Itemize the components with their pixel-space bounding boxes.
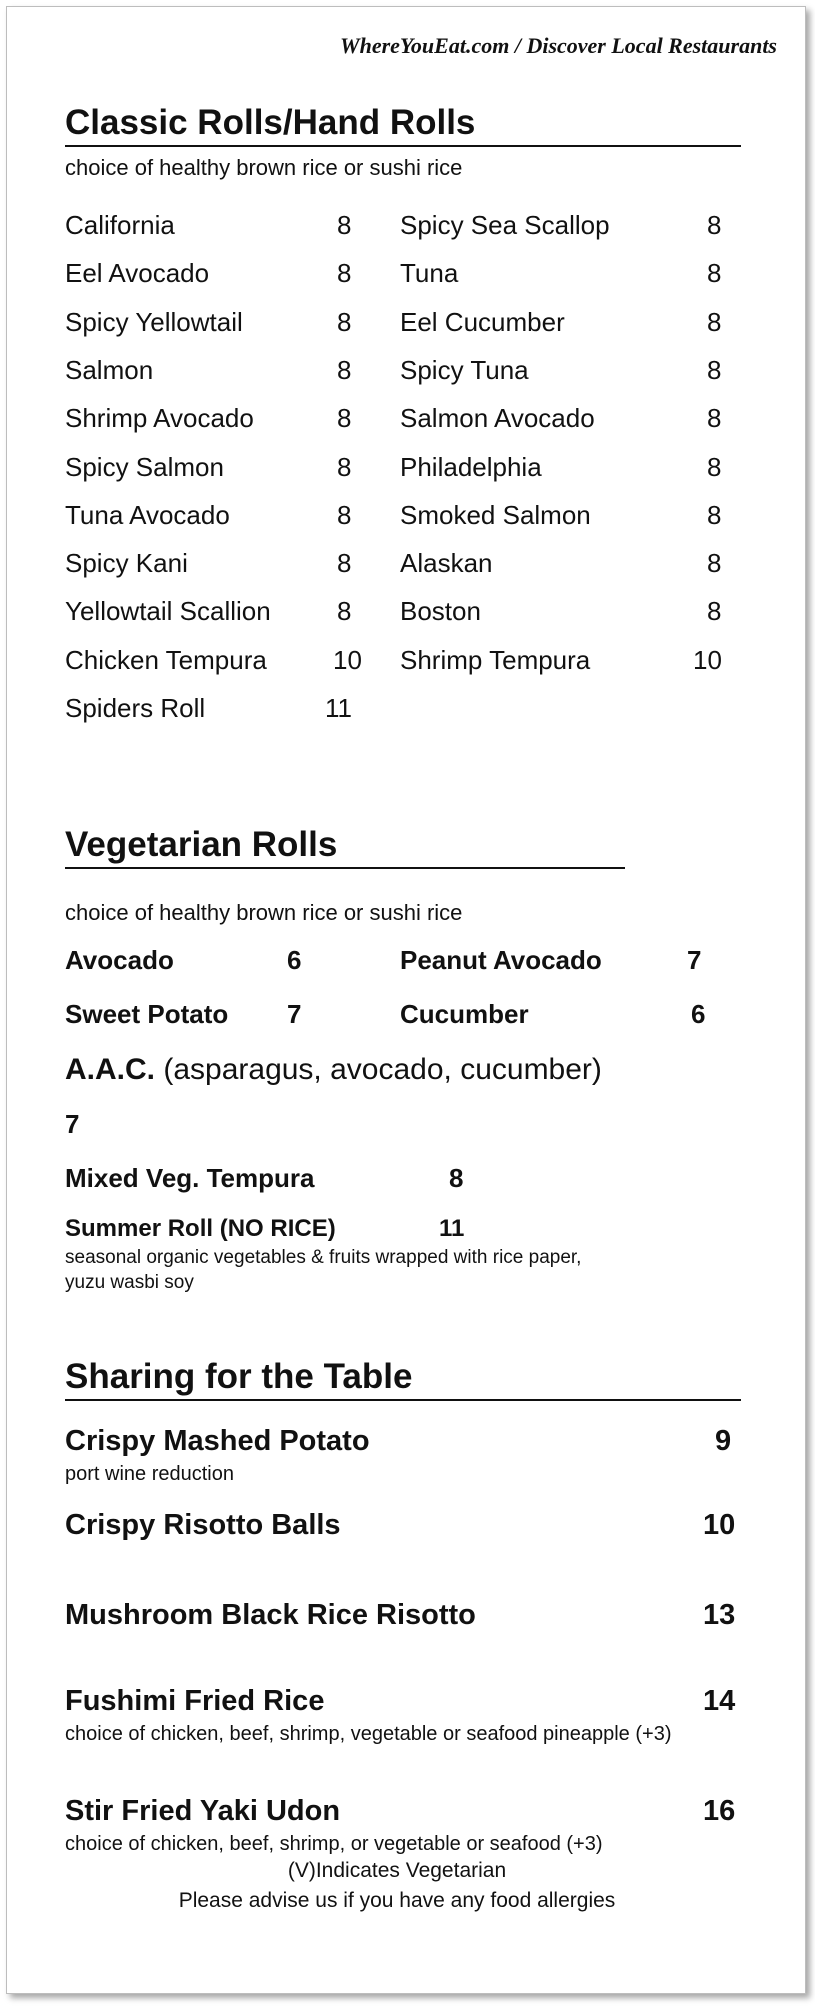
- classic-item-price: 8: [337, 210, 352, 240]
- classic-item-name: Eel Avocado: [65, 258, 210, 289]
- allergy-note: Please advise us if you have any food allergies: [178, 1889, 616, 1912]
- classic-item-price: 8: [337, 596, 352, 627]
- sharing-item-price: 9: [715, 1425, 732, 1457]
- menu-page: [6, 6, 806, 1994]
- veg-item-cucumber: Cucumber: [400, 999, 529, 1029]
- classic-item-name: California: [65, 210, 175, 240]
- veg-item-aac: [65, 1053, 602, 1087]
- classic-item-price: 8: [707, 258, 722, 289]
- classic-item-price: 11: [325, 693, 352, 723]
- classic-item-name: Smoked Salmon: [400, 499, 591, 530]
- vegetarian-note: (V)Indicates Vegetarian: [287, 1859, 507, 1882]
- classic-item-price: 10: [333, 644, 362, 675]
- sharing-item-description: choice of chicken, beef, shrimp, vegetable or seafood pineapple (+3): [65, 1723, 672, 1745]
- classic-item-price: 8: [707, 210, 722, 240]
- classic-item-name: Spiders Roll: [65, 693, 206, 723]
- veg-aac-name: A.A.C.: [65, 1053, 155, 1086]
- vegetarian-rolls-subtitle: choice of healthy brown rice or sushi rice: [65, 900, 463, 925]
- classic-item-name: Yellowtail Scallion: [65, 596, 271, 627]
- classic-item-price: 8: [337, 548, 352, 579]
- classic-item-name: Spicy Tuna: [400, 354, 529, 385]
- sharing-item-name: Fushimi Fried Rice: [65, 1685, 325, 1717]
- classic-rolls-title: Classic Rolls/Hand Rolls: [65, 103, 741, 147]
- veg-summer-roll-description: [65, 1245, 581, 1295]
- classic-item-name: Spicy Salmon: [65, 451, 224, 482]
- site-header: WhereYouEat.com / Discover Local Restaurants: [340, 33, 777, 58]
- classic-item-name: Salmon Avocado: [400, 403, 595, 434]
- veg-price-summer-roll: 11: [439, 1215, 465, 1242]
- classic-item-price: 8: [337, 258, 352, 289]
- sharing-item-price: 13: [703, 1599, 736, 1631]
- classic-item-price: 8: [337, 499, 352, 530]
- classic-item-name: Eel Cucumber: [400, 306, 565, 337]
- classic-item-name: Boston: [400, 596, 481, 627]
- veg-price-mixed-tempura: 8: [449, 1163, 464, 1193]
- veg-price-aac: 7: [65, 1109, 80, 1139]
- classic-item-price: 8: [337, 306, 352, 337]
- classic-item-price: 8: [707, 499, 722, 530]
- sharing-item-name: Crispy Mashed Potato: [65, 1425, 370, 1457]
- veg-item-sweet-potato: Sweet Potato: [65, 999, 229, 1029]
- classic-item-price: 8: [707, 354, 722, 385]
- veg-summer-desc-line2: yuzu wasbi soy: [65, 1272, 194, 1293]
- classic-item-name: Spicy Yellowtail: [65, 306, 243, 337]
- sharing-item-description: choice of chicken, beef, shrimp, or vegetable or seafood (+3): [65, 1833, 603, 1855]
- veg-price-cucumber: 6: [691, 999, 706, 1029]
- classic-item-name: Shrimp Avocado: [65, 403, 254, 434]
- veg-item-mixed-tempura: Mixed Veg. Tempura: [65, 1163, 315, 1193]
- classic-item-price: 8: [707, 596, 722, 627]
- classic-item-name: Salmon: [65, 354, 154, 385]
- sharing-title: Sharing for the Table: [65, 1357, 741, 1401]
- sharing-item-price: 10: [703, 1509, 736, 1541]
- classic-item-name: Alaskan: [400, 548, 493, 579]
- classic-item-name: Chicken Tempura: [65, 644, 267, 675]
- veg-item-peanut-avocado: Peanut Avocado: [400, 945, 602, 975]
- veg-price-sweet-potato: 7: [287, 999, 302, 1029]
- classic-item-price: 8: [337, 403, 352, 434]
- veg-price-avocado: 6: [287, 945, 302, 975]
- classic-item-price: 10: [693, 644, 722, 675]
- sharing-item-price: 16: [703, 1795, 736, 1827]
- classic-item-price: 8: [707, 451, 722, 482]
- classic-item-price: 8: [337, 354, 352, 385]
- veg-price-peanut-avocado: 7: [687, 945, 702, 975]
- classic-item-name: Spicy Kani: [65, 548, 188, 579]
- sharing-item-name: Crispy Risotto Balls: [65, 1509, 341, 1541]
- sharing-item-name: Mushroom Black Rice Risotto: [65, 1599, 476, 1631]
- veg-item-avocado: Avocado: [65, 945, 174, 975]
- classic-rolls-subtitle: choice of healthy brown rice or sushi rice: [65, 155, 463, 180]
- veg-summer-desc-line1: seasonal organic vegetables & fruits wrapped with rice paper,: [65, 1247, 582, 1268]
- sharing-item-name: Stir Fried Yaki Udon: [65, 1795, 341, 1827]
- vegetarian-rolls-title: Vegetarian Rolls: [65, 825, 625, 869]
- classic-item-price: 8: [707, 403, 722, 434]
- classic-item-name: Philadelphia: [400, 451, 542, 482]
- classic-item-name: Shrimp Tempura: [400, 644, 591, 675]
- classic-item-name: Tuna: [400, 258, 459, 289]
- sharing-item-description: port wine reduction: [65, 1463, 234, 1485]
- veg-aac-detail: (asparagus, avocado, cucumber): [163, 1053, 602, 1086]
- classic-item-name: Spicy Sea Scallop: [400, 210, 610, 240]
- classic-item-price: 8: [707, 548, 722, 579]
- classic-item-price: 8: [337, 451, 352, 482]
- classic-item-name: Tuna Avocado: [65, 499, 230, 530]
- veg-item-summer-roll: Summer Roll (NO RICE): [65, 1215, 336, 1242]
- sharing-item-price: 14: [703, 1685, 736, 1717]
- classic-item-price: 8: [707, 306, 722, 337]
